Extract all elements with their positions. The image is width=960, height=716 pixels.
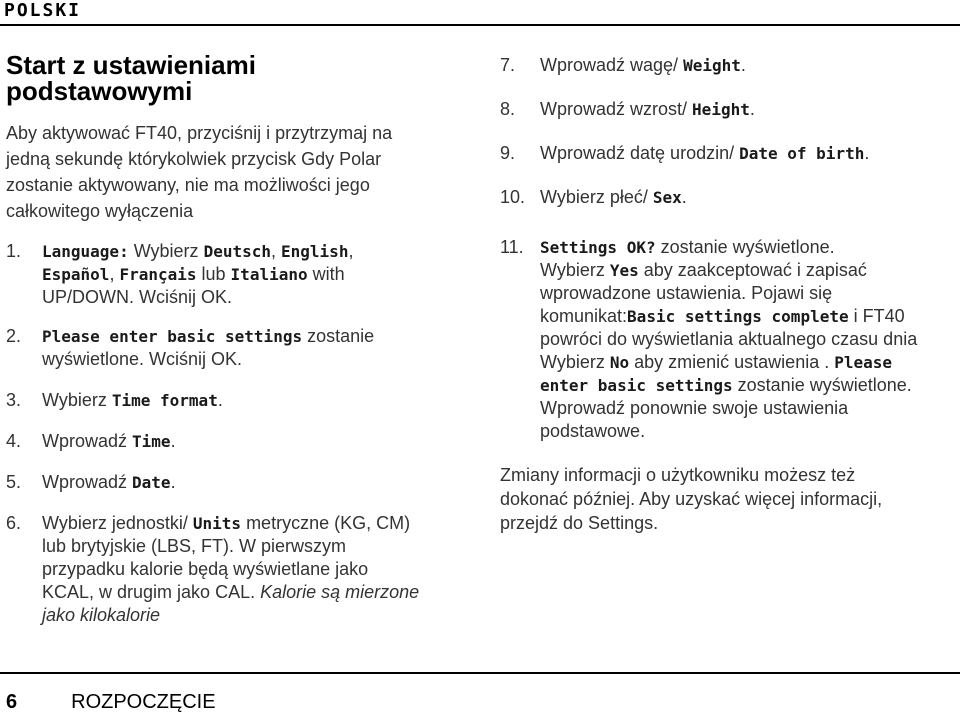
keyword: Date xyxy=(132,473,171,492)
step-line xyxy=(540,236,950,259)
step-number: 1. xyxy=(6,241,22,261)
page-title xyxy=(6,52,476,104)
step-line xyxy=(42,325,476,348)
step-text: Wybierz xyxy=(540,352,610,372)
step-text: aby zmienić ustawienia . xyxy=(629,352,835,372)
step-text: Wybierz jednostki/ xyxy=(42,513,193,533)
step-text: , xyxy=(109,264,120,284)
step-text: zostanie wyświetlone. xyxy=(655,237,835,257)
keyword: Français xyxy=(119,265,197,284)
step-text: Wybierz xyxy=(42,390,112,410)
step-text: zostanie xyxy=(302,326,375,346)
step-text: Wybierz xyxy=(540,260,610,280)
step-9 xyxy=(500,142,950,165)
step-line xyxy=(540,259,950,282)
step-text: Wprowadź xyxy=(42,431,133,451)
step-text: komunikat: xyxy=(540,306,628,326)
step-text: metryczne (KG, CM) xyxy=(241,513,411,533)
section-name: ROZPOCZĘCIE xyxy=(71,691,216,713)
page-number: 6 xyxy=(6,691,18,713)
step-text: , xyxy=(271,241,282,261)
step-number: 10. xyxy=(500,187,526,207)
step-number: 2. xyxy=(6,326,22,346)
step-text: . xyxy=(749,99,755,119)
step-text: Wprowadź datę urodzin/ xyxy=(540,143,740,163)
step-line xyxy=(540,351,950,374)
right-column xyxy=(500,54,950,535)
step-5 xyxy=(6,471,476,494)
step-text: . xyxy=(740,55,746,75)
keyword: Deutsch xyxy=(203,242,271,261)
step-text: Wprowadź xyxy=(42,472,133,492)
step-line: lub brytyjskie (LBS, FT). W pierwszym xyxy=(42,536,347,556)
intro-line: całkowitego wyłączenia xyxy=(6,201,194,221)
step-text-italic: Kalorie są mierzone xyxy=(260,582,420,602)
keyword: Yes xyxy=(609,261,639,280)
step-text: Wybierz płeć/ xyxy=(540,187,653,207)
keyword: Time format xyxy=(111,391,218,410)
step-text: i FT40 xyxy=(848,306,905,326)
keyword: Units xyxy=(192,514,242,533)
step-number: 3. xyxy=(6,390,22,410)
keyword: Please enter basic settings xyxy=(42,327,303,346)
step-line: przypadku kalorie będą wyświetlane jako xyxy=(42,559,369,579)
step-number: 7. xyxy=(500,55,516,75)
step-text: Wprowadź wagę/ xyxy=(540,55,684,75)
step-text: , xyxy=(348,241,354,261)
keyword: Español xyxy=(42,265,110,284)
step-8 xyxy=(500,98,950,121)
title-line: Start z ustawieniami xyxy=(6,50,256,80)
keyword: Sex xyxy=(652,188,682,207)
intro-paragraph xyxy=(6,120,476,224)
step-line xyxy=(42,263,476,286)
keyword: English xyxy=(281,242,349,261)
step-line xyxy=(42,581,476,604)
step-text: . xyxy=(170,431,176,451)
step-text: aby zaakceptować i zapisać xyxy=(638,260,867,280)
step-number: 9. xyxy=(500,143,516,163)
keyword: Basic settings complete xyxy=(627,307,849,326)
step-10 xyxy=(500,186,950,209)
step-line xyxy=(540,374,950,397)
step-text: Wybierz xyxy=(128,241,204,261)
keyword: Date of birth xyxy=(739,144,865,163)
keyword: Settings OK? xyxy=(540,238,656,257)
keyword: Language: xyxy=(42,242,129,261)
step-number: 4. xyxy=(6,431,22,451)
step-line: UP/DOWN. Wciśnij OK. xyxy=(42,287,233,307)
footer-divider xyxy=(0,672,960,674)
step-3 xyxy=(6,389,476,412)
step-line: wyświetlone. Wciśnij OK. xyxy=(42,349,243,369)
step-line xyxy=(540,305,950,328)
step-11 xyxy=(500,236,950,443)
header-divider xyxy=(0,24,960,26)
step-7 xyxy=(500,54,950,77)
keyword: Italiano xyxy=(230,265,308,284)
step-text: zostanie wyświetlone. xyxy=(732,375,912,395)
step-number: 5. xyxy=(6,472,22,492)
step-1 xyxy=(6,240,476,309)
keyword: Time xyxy=(132,432,171,451)
title-line: podstawowymi xyxy=(6,76,193,106)
closing-line: przejdź do Settings. xyxy=(500,513,659,533)
step-line: Wprowadź ponownie swoje ustawienia xyxy=(540,398,849,418)
page-footer xyxy=(6,690,216,714)
step-text: . xyxy=(864,143,870,163)
step-text: lub xyxy=(196,264,231,284)
step-line: wprowadzone ustawienia. Pojawi się xyxy=(540,283,833,303)
step-line xyxy=(42,512,476,535)
closing-line: dokonać później. Aby uzyskać więcej informacji, xyxy=(500,489,883,509)
intro-line: zostanie aktywowany, nie ma możliwości jego xyxy=(6,175,370,195)
step-number: 6. xyxy=(6,513,22,533)
step-line: powróci do wyświetlania aktualnego czasu dnia xyxy=(540,329,918,349)
keyword: Weight xyxy=(683,56,741,75)
step-number: 8. xyxy=(500,99,516,119)
step-text: Wprowadź wzrost/ xyxy=(540,99,693,119)
step-text: . xyxy=(217,390,223,410)
step-line: podstawowe. xyxy=(540,421,646,441)
keyword: Please xyxy=(834,353,893,372)
step-number: 11. xyxy=(500,237,524,257)
step-4 xyxy=(6,430,476,453)
keyword: enter basic settings xyxy=(540,376,733,395)
intro-line: jedną sekundę którykolwiek przycisk Gdy Polar xyxy=(6,149,382,169)
left-column xyxy=(6,52,476,627)
closing-line: Zmiany informacji o użytkowniku możesz też xyxy=(500,465,856,485)
closing-paragraph xyxy=(500,463,950,535)
step-line xyxy=(42,240,476,263)
step-2 xyxy=(6,325,476,371)
language-header: POLSKI xyxy=(4,0,82,21)
step-text: KCAL, w drugim jako CAL. xyxy=(42,582,261,602)
intro-line: Aby aktywować FT40, przyciśnij i przytrzymaj na xyxy=(6,123,393,143)
keyword: Height xyxy=(692,100,750,119)
keyword: No xyxy=(609,353,630,372)
step-text: . xyxy=(681,187,687,207)
step-text: with xyxy=(307,264,345,284)
step-text: . xyxy=(170,472,176,492)
step-line: jako kilokalorie xyxy=(42,605,161,625)
step-6 xyxy=(6,512,476,627)
